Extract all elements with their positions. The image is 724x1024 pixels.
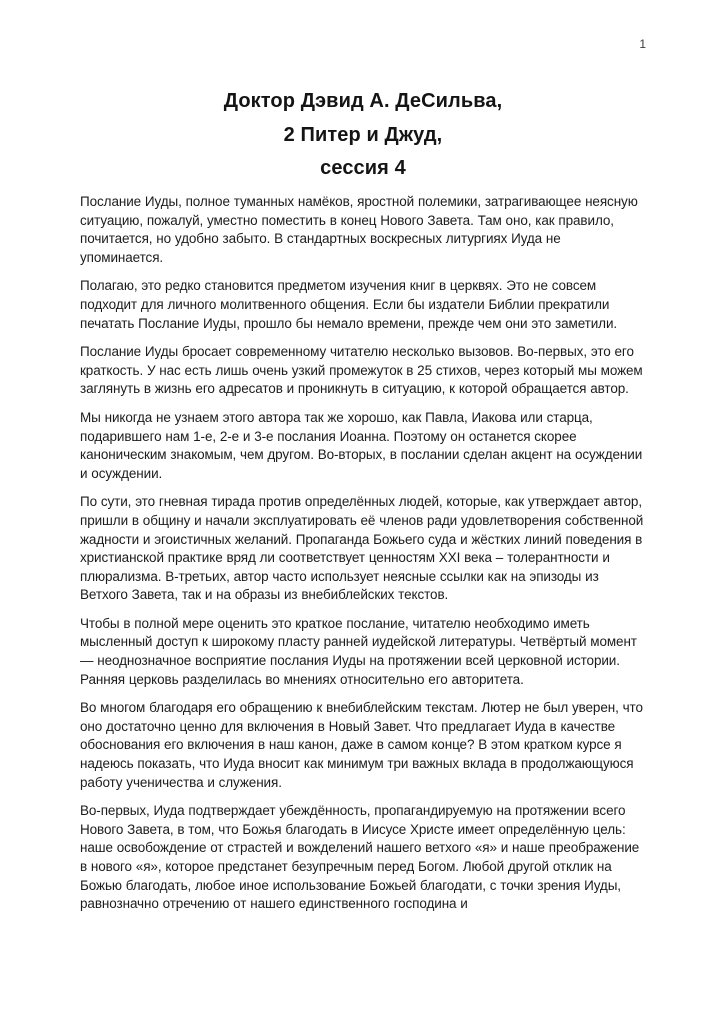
paragraph-5: По сути, это гневная тирада против определённых людей, которые, как утверждает автор, пришли в общину и начали эксплуатировать её членов ради удовлетворения собственной жадности и эгоистичных желаний. Пропаганда Божьего суда и жёстких линий поведения в христианской практике вряд ли соответствует ценностям XXI века – толерантности и плюрализма. В-третьих, автор часто использует неясные ссылки как на эпизоды из Ветхого Завета, так и на образы из внебиблейских текстов. xyxy=(80,494,644,603)
paragraph-7: Во многом благодаря его обращению к внебиблейским текстам. Лютер не был уверен, что оно достаточно ценно для включения в Новый Завет. Что предлагает Иуда в качестве обоснования его включения в наш канон, даже в самом конце? В этом кратком курсе я надеюсь показать, что Иуда вносит как минимум три важных вклада в продолжающуюся работу ученичества и служения. xyxy=(80,700,643,790)
title-line-session: сессия 4 xyxy=(320,157,406,179)
page-number: 1 xyxy=(639,37,646,51)
paragraph-3: Послание Иуды бросает современному читателю несколько вызовов. Во-первых, это его краткость. У нас есть лишь очень узкий промежуток в 25 стихов, через который мы можем заглянуть в жизнь его адресатов и проникнуть в ситуацию, к которой обращается автор. xyxy=(80,344,643,397)
title-line-author: Доктор Дэвид А. ДеСильва, xyxy=(223,90,503,112)
paragraph-4: Мы никогда не узнаем этого автора так же хорошо, как Павла, Иакова или старца, подарившего нам 1-е, 2-е и 3-е послания Иоанна. Поэтому он останется скорее каноническим знакомым, чем другом. Во-вторых, в послании сделан акцент на осуждении и осуждении. xyxy=(80,409,643,481)
document-body xyxy=(80,193,647,924)
paragraph-2: Полагаю, это редко становится предметом изучения книг в церквях. Это не совсем подходит для личного молитвенного общения. Если бы издатели Библии прекратили печатать Послание Иуды, прошло бы немало времени, прежде чем они это заметили. xyxy=(80,278,618,331)
paragraph-6: Чтобы в полной мере оценить это краткое послание, читателю необходимо иметь мысленный доступ к широкому пласту ранней иудейской литературы. Четвёртый момент — неоднозначное восприятие послания Иуды на протяжении всей церковной истории. Ранняя церковь разделилась во мнениях относительно его авторитета. xyxy=(80,615,637,687)
title-line-subject: 2 Питер и Джуд, xyxy=(283,123,443,146)
paragraph-8: Во-первых, Иуда подтверждает убеждённость, пропагандируемую на протяжении всего Нового Завета, в том, что Божья благодать в Иисусе Христе имеет определённую цель: наше освобождение от страстей и вожделений нашего ветхого «я» и наше преображение в нового «я», которое предстанет безупречным перед Богом. Любой другой отклик на Божью благодать, любое иное использование Божьей благодати, с точки зрения Иуды, равнозначно отречению от нашего единственного господина и xyxy=(80,803,640,912)
document-title xyxy=(80,85,646,186)
paragraph-1: Послание Иуды, полное туманных намёков, яростной полемики, затрагивающее неясную ситуацию, пожалуй, уместно поместить в конец Нового Завета. Там оно, как правило, почитается, но удобно забыто. В стандартных воскресных литургиях Иуда не упоминается. xyxy=(80,194,638,265)
